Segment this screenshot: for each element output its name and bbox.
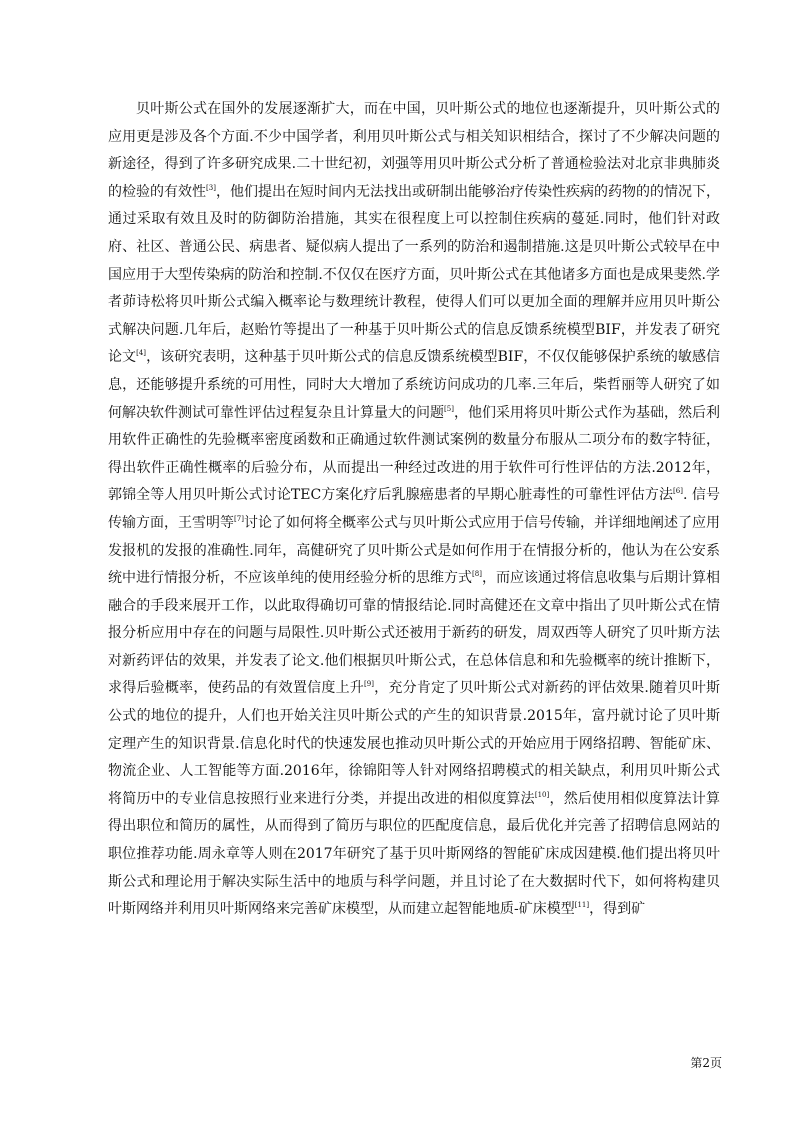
citation-ref: [6] [673, 487, 683, 496]
text-segment: ，然后使用相似度算法计算得出职位和简历的属性，从而得到了简历与职位的匹配度信息，最后优化并完善了招聘信息网站的职位推荐功能.周永章等人则在2017年研究了基于贝叶斯网络的智能矿床成因建模.他们提出将贝叶斯公式和理论用于解决实际生活中的地质与科学问题，并且讨论了在大数据时代下，如何将构建贝叶斯网络并利用贝叶斯网络来完善矿床模型，从而建立起智能地质-矿床模型 [108, 790, 720, 918]
citation-ref: [8] [472, 570, 482, 579]
text-segment: ，充分肯定了贝叶斯公式对新药的评估效果.随着贝叶斯公式的地位的提升，人们也开始关注贝叶斯公式的产生的知识背景.2015年，富丹就讨论了贝叶斯定理产生的知识背景.信息化时代的快速发展也推动贝叶斯公式的开始应用于网络招聘、智能矿床、物流企业、人工智能等方面.2016年，徐锦阳等人针对网络招聘模式的相关缺点，利用贝叶斯公式将简历中的专业信息按照行业来进行分类，并提出改进的相似度算法 [108, 680, 720, 807]
text-segment: 讨论了如何将全概率公式与贝叶斯公式应用于信号传输，并详细地阐述了应用发报机的发报的准确性.同年，高健研究了贝叶斯公式是如何作用于在情报分析的，他认为在公安系统中进行情报分析，不应该单纯的使用经验分析的思维方式 [108, 514, 721, 587]
citation-ref: [9] [364, 680, 374, 689]
text-segment: ，得到矿 [589, 901, 646, 918]
page-number: 第2页 [690, 1056, 722, 1070]
citation-ref: [3] [206, 183, 216, 192]
text-segment: 贝叶斯公式在国外的发展逐渐扩大，而在中国，贝叶斯公式的地位也逐渐提升，贝叶斯公式的应用更是涉及各个方面.不少中国学者，利用贝叶斯公式与相关知识相结合，探讨了不少解决问题的新途径，得到了许多研究成果.二十世纪初，刘强等用贝叶斯公式分析了普通检验法对北京非典肺炎的检验的有效性 [108, 101, 720, 200]
citation-ref: [4] [136, 349, 147, 358]
citation-ref: [10] [534, 790, 550, 799]
text-segment: ，该研究表明，这种基于贝叶斯公式的信息反馈系统模型BIF，不仅仅能够保护系统的敏感信息，还能够提升系统的可用性，同时大大增加了系统访问成功的几率.三年后，柴哲丽等人研究了如何解决软件测试可靠性评估过程复杂且计算量大的问题 [108, 349, 721, 421]
citation-ref: [7] [234, 514, 244, 523]
text-segment: ，而应该通过将信息收集与后期计算相融合的手段来展开工作，以此取得确切可靠的情报结论.同时高健还在文章中指出了贝叶斯公式在情报分析应用中存在的问题与局限性.贝叶斯公式还被用于新药的研发，周双西等人研究了贝叶斯方法对新药评估的效果，并发表了论文.他们根据贝叶斯公式，在总体信息和和先验概率的统计推断下，求得后验概率，使药品的有效置信度上升 [108, 570, 720, 697]
text-segment: . 信号传输方面，王雪明等 [108, 487, 720, 531]
body-paragraph [108, 96, 720, 924]
text-segment: ，他们采用将贝叶斯公式作为基础，然后利用软件正确性的先验概率密度函数和正确通过软件测试案例的数量分布服从二项分布的数字特征，得出软件正确性概率的后验分布，从而提出一种经过改进的用于软件可行性评估的方法.2012年，郭锦全等人用贝叶斯公式讨论TEC方案化疗后乳腺癌患者的早期心脏毒性的可靠性评估方法 [108, 404, 721, 504]
citation-ref: [5] [444, 404, 454, 413]
citation-ref: [11] [574, 901, 590, 910]
text-segment: ，他们提出在短时间内无法找出或研制出能够治疗传染性疾病的药物的的情况下，通过采取有效且及时的防御防治措施，其实在很程度上可以控制住疾病的蔓延.同时，他们针对政府、社区、普通公民、病患者、疑似病人提出了一系列的防治和遏制措施.这是贝叶斯公式较早在中国应用于大型传染病的防治和控制.不仅仅在医疗方面，贝叶斯公式在其他诸多方面也是成果斐然.学者茆诗松将贝叶斯公式编入概率论与数理统计教程，使得人们可以更加全面的理解并应用贝叶斯公式解决问题.几年后，赵贻竹等提出了一种基于贝叶斯公式的信息反馈系统模型BIF，并发表了研究论文 [108, 183, 721, 366]
